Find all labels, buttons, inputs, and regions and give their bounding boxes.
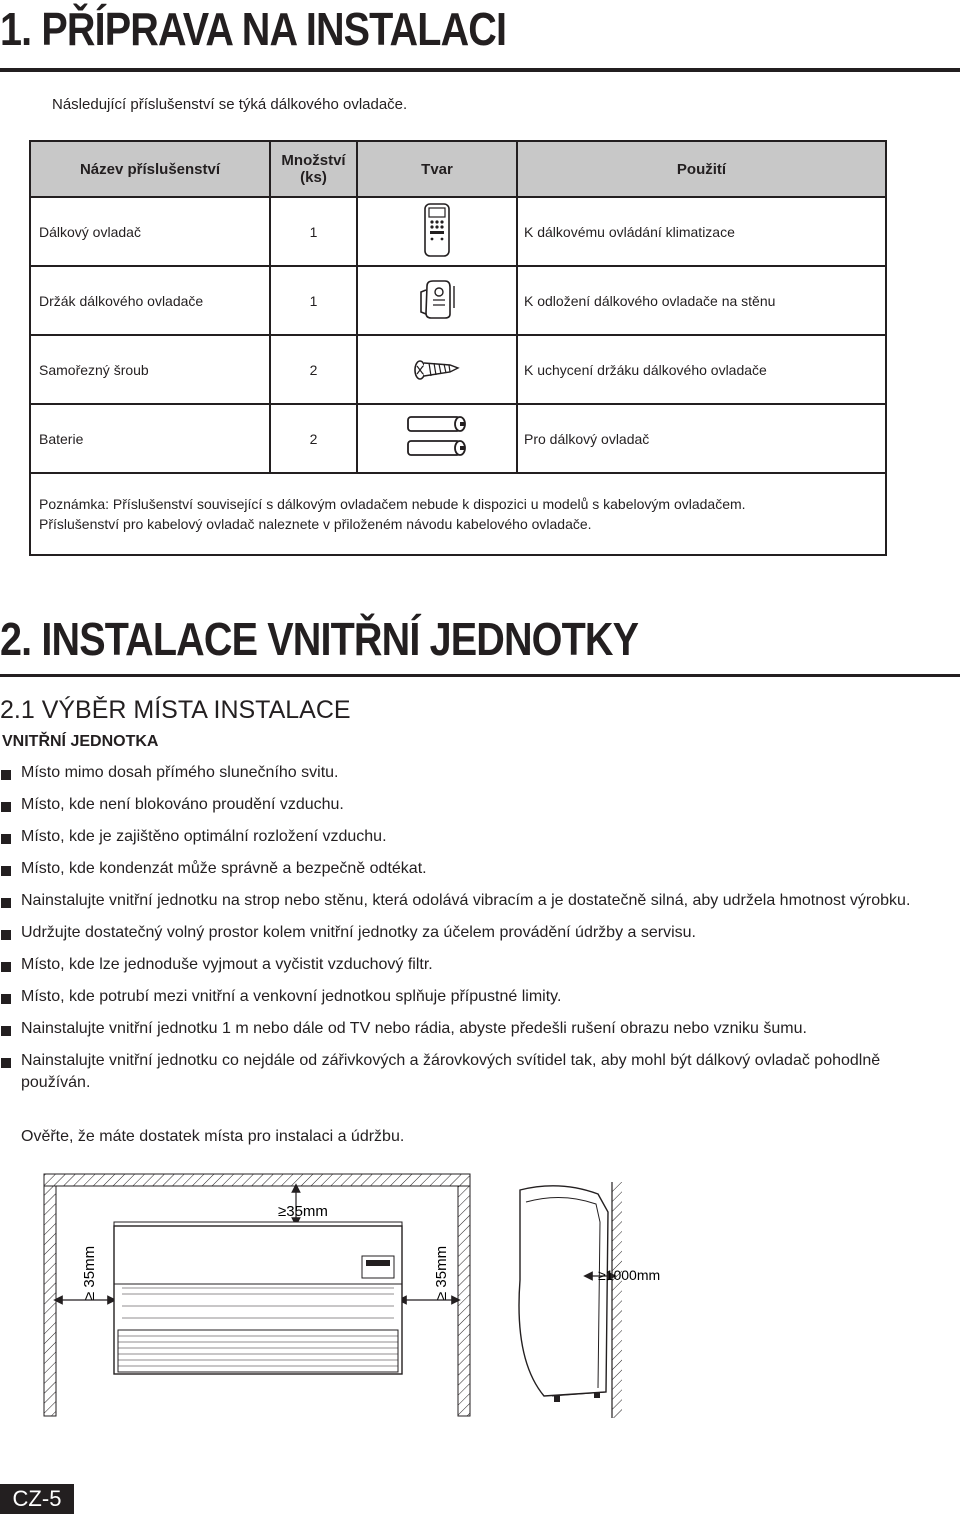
shape-cell — [357, 266, 517, 335]
row-use: Pro dálkový ovladač — [517, 404, 886, 473]
bullet-icon — [1, 962, 11, 972]
list-item — [0, 890, 950, 912]
row-use: K dálkovému ovládání klimatizace — [517, 197, 886, 266]
row-qty: 1 — [270, 266, 357, 335]
page-number-badge: CZ-5 — [0, 1484, 74, 1514]
remote-holder-icon — [417, 278, 457, 320]
table-note-row — [30, 473, 886, 555]
bullet-icon — [1, 930, 11, 940]
header-qty-line1: Množství — [281, 152, 346, 169]
bullet-icon — [1, 866, 11, 876]
section-1-rule — [0, 68, 960, 72]
intro-text: Následující příslušenství se týká dálkového ovladače. — [52, 96, 408, 113]
list-item-text: Místo, kde je zajištěno optimální rozložení vzduchu. — [21, 828, 387, 845]
list-item — [0, 826, 950, 848]
bullet-icon — [1, 1058, 11, 1068]
list-item — [0, 1018, 950, 1040]
row-name: Držák dálkového ovladače — [30, 266, 270, 335]
list-item-text: Místo, kde potrubí mezi vnitřní a venkovní jednotkou splňuje přípustné limity. — [21, 988, 562, 1005]
indoor-unit-side — [519, 1186, 608, 1402]
shape-cell — [357, 404, 517, 473]
list-item — [0, 794, 950, 816]
unit-label: VNITŘNÍ JEDNOTKA — [2, 733, 159, 750]
list-item — [0, 954, 950, 976]
list-item-text: Místo, kde kondenzát může správně a bezpečně odtékat. — [21, 860, 427, 877]
list-item-text: Místo mimo dosah přímého slunečního svitu. — [21, 764, 339, 781]
list-item — [0, 1050, 950, 1094]
row-qty: 2 — [270, 404, 357, 473]
left-wall-hatch — [44, 1186, 56, 1416]
top-clearance-label: ≥35mm — [278, 1203, 328, 1220]
table-row — [30, 404, 886, 473]
header-qty-line2: (ks) — [300, 169, 327, 186]
row-name: Samořezný šroub — [30, 335, 270, 404]
header-quantity — [270, 141, 357, 197]
right-wall-hatch — [458, 1186, 470, 1416]
header-use: Použití — [517, 141, 886, 197]
list-item-text: Místo, kde lze jednoduše vyjmout a vyčistit vzduchový filtr. — [21, 956, 433, 973]
note-line-2: Příslušenství pro kabelový ovladač naleznete v přiloženém návodu kabelového ovladače. — [39, 516, 592, 532]
row-qty: 2 — [270, 335, 357, 404]
table-row — [30, 335, 886, 404]
bullet-icon — [1, 770, 11, 780]
header-name: Název příslušenství — [30, 141, 270, 197]
side-wall-hatch — [612, 1182, 622, 1418]
subsection-heading: 2.1 VÝBĚR MÍSTA INSTALACE — [0, 696, 351, 724]
indoor-unit-front — [114, 1222, 402, 1374]
row-name: Baterie — [30, 404, 270, 473]
list-item — [0, 986, 950, 1008]
screw-icon — [412, 354, 462, 382]
list-item — [0, 762, 950, 784]
list-item-text: Nainstalujte vnitřní jednotku na strop nebo stěnu, která odolává vibracím a je dostatečně silná, aby udržela hmotnost výrobku. — [21, 892, 911, 909]
row-use: K uchycení držáku dálkového ovladače — [517, 335, 886, 404]
list-item — [0, 858, 950, 880]
bullet-icon — [1, 1026, 11, 1036]
bullet-icon — [1, 898, 11, 908]
left-clearance-label: ≥ 35mm — [81, 1245, 98, 1300]
section-2-rule — [0, 674, 960, 677]
bullet-icon — [1, 994, 11, 1004]
table-row — [30, 197, 886, 266]
list-item-text: Nainstalujte vnitřní jednotku 1 m nebo dále od TV nebo rádia, abyste předešli rušení obrazu nebo vzniku šumu. — [21, 1020, 807, 1037]
table-note — [30, 473, 886, 555]
table-row — [30, 266, 886, 335]
shape-cell — [357, 197, 517, 266]
right-clearance-label: ≥ 35mm — [433, 1245, 450, 1300]
batteries-icon — [406, 414, 468, 460]
remote-control-icon — [422, 202, 452, 258]
bullet-icon — [1, 834, 11, 844]
row-use: K odložení dálkového ovladače na stěnu — [517, 266, 886, 335]
side-view — [519, 1182, 660, 1418]
row-qty: 1 — [270, 197, 357, 266]
front-view — [44, 1174, 470, 1416]
bullet-icon — [1, 802, 11, 812]
header-shape: Tvar — [357, 141, 517, 197]
shape-cell — [357, 335, 517, 404]
table-header-row — [30, 141, 886, 197]
front-clearance-label: ≥1000mm — [598, 1267, 661, 1283]
section-1-heading: 1. PŘÍPRAVA NA INSTALACI — [0, 3, 507, 55]
accessories-table — [29, 140, 887, 556]
ceiling-hatch — [44, 1174, 470, 1186]
list-item-text: Udržujte dostatečný volný prostor kolem vnitřní jednotky za účelem provádění údržby a servisu. — [21, 924, 696, 941]
row-name: Dálkový ovladač — [30, 197, 270, 266]
note-line-1: Poznámka: Příslušenství související s dálkovým ovladačem nebude k dispozici u modelů s kabelovým ovladačem. — [39, 496, 746, 512]
section-2-heading: 2. INSTALACE VNITŘNÍ JEDNOTKY — [0, 613, 639, 665]
clearance-diagram — [0, 1160, 960, 1430]
list-item-text: Místo, kde není blokováno proudění vzduchu. — [21, 796, 344, 813]
requirements-list — [0, 762, 950, 1104]
list-item-text: Nainstalujte vnitřní jednotku co nejdále od zářivkových a žárovkových svítidel tak, aby mohl být dálkový ovladač pohodlně používán. — [21, 1052, 881, 1091]
check-space-text: Ověřte, že máte dostatek místa pro instalaci a údržbu. — [21, 1128, 405, 1145]
list-item — [0, 922, 950, 944]
